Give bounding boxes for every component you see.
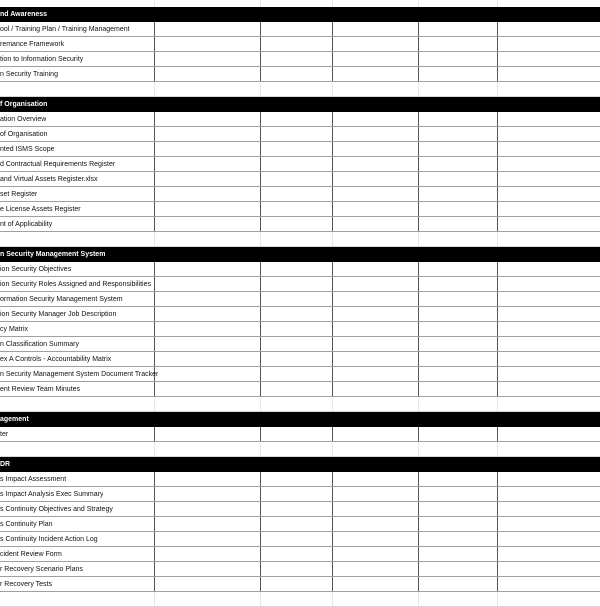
cell[interactable]	[333, 262, 419, 276]
document-name: ion Security Roles Assigned and Responsibilities	[0, 281, 151, 288]
document-name: ter	[0, 431, 9, 438]
cell[interactable]	[261, 322, 333, 336]
cell[interactable]	[155, 187, 261, 201]
cell[interactable]	[261, 112, 333, 126]
table-row[interactable]	[0, 37, 600, 52]
document-name: r Recovery Scenario Plans	[0, 566, 83, 573]
document-name: d Contractual Requirements Register	[0, 161, 116, 168]
table-row[interactable]	[0, 547, 600, 562]
cell[interactable]	[419, 367, 498, 381]
cell[interactable]	[261, 547, 333, 561]
cell[interactable]	[155, 52, 261, 66]
document-name: ion Security Manager Job Description	[0, 311, 117, 318]
cell[interactable]	[419, 37, 498, 51]
cell[interactable]	[261, 337, 333, 351]
cell[interactable]	[419, 277, 498, 291]
document-name: s Continuity Plan	[0, 521, 53, 528]
cell[interactable]	[498, 562, 600, 576]
cell[interactable]	[419, 337, 498, 351]
table-row[interactable]	[0, 22, 600, 37]
cell[interactable]	[155, 487, 261, 501]
document-name: n Security Training	[0, 71, 58, 78]
table-row[interactable]	[0, 172, 600, 187]
cell[interactable]	[333, 217, 419, 231]
cell[interactable]	[261, 532, 333, 546]
cell[interactable]	[498, 112, 600, 126]
cell[interactable]	[419, 397, 498, 411]
cell[interactable]	[333, 127, 419, 141]
cell[interactable]	[419, 82, 498, 96]
cell[interactable]	[0, 442, 155, 456]
document-name: s Impact Assessment	[0, 476, 67, 483]
cell[interactable]	[498, 262, 600, 276]
cell[interactable]	[498, 37, 600, 51]
document-name: nted ISMS Scope	[0, 146, 55, 153]
cell[interactable]	[155, 142, 261, 156]
cell[interactable]	[0, 82, 155, 96]
table-row[interactable]	[0, 112, 600, 127]
cell[interactable]	[155, 82, 261, 96]
cell[interactable]	[155, 262, 261, 276]
table-row[interactable]	[0, 382, 600, 397]
cell[interactable]	[498, 532, 600, 546]
document-name: r Recovery Tests	[0, 581, 52, 588]
cell[interactable]	[419, 532, 498, 546]
cell[interactable]	[333, 22, 419, 36]
cell[interactable]	[261, 352, 333, 366]
cell[interactable]	[498, 172, 600, 186]
document-name: s Continuity Objectives and Strategy	[0, 506, 113, 513]
cell[interactable]	[333, 172, 419, 186]
document-name: ation Overview	[0, 116, 47, 123]
cell[interactable]	[333, 532, 419, 546]
cell[interactable]	[261, 307, 333, 321]
cell[interactable]	[498, 307, 600, 321]
cell[interactable]	[333, 562, 419, 576]
table-row[interactable]	[0, 262, 600, 277]
cell[interactable]	[155, 0, 261, 7]
cell[interactable]	[498, 472, 600, 486]
document-name: remance Framework	[0, 41, 65, 48]
cell[interactable]	[419, 202, 498, 216]
cell[interactable]	[419, 157, 498, 171]
cell[interactable]	[333, 442, 419, 456]
section-header-management[interactable]	[0, 412, 600, 427]
cell[interactable]	[498, 397, 600, 411]
cell[interactable]	[155, 112, 261, 126]
cell[interactable]	[261, 577, 333, 591]
cell[interactable]	[261, 127, 333, 141]
table-row[interactable]	[0, 52, 600, 67]
cell[interactable]	[498, 337, 600, 351]
cell[interactable]	[261, 517, 333, 531]
document-name: of Organisation	[0, 131, 48, 138]
cell[interactable]	[155, 67, 261, 81]
cell[interactable]	[333, 547, 419, 561]
cell[interactable]	[419, 562, 498, 576]
cell[interactable]	[0, 592, 155, 606]
cell[interactable]	[419, 442, 498, 456]
cell[interactable]	[333, 382, 419, 396]
cell[interactable]	[261, 187, 333, 201]
cell[interactable]	[155, 547, 261, 561]
cell[interactable]	[261, 22, 333, 36]
cell[interactable]	[155, 202, 261, 216]
cell[interactable]	[261, 142, 333, 156]
document-name: and Virtual Assets Register.xlsx	[0, 176, 98, 183]
cell[interactable]	[155, 442, 261, 456]
document-name: ent Review Team Minutes	[0, 386, 81, 393]
blank-row	[0, 397, 600, 412]
cell[interactable]	[155, 577, 261, 591]
table-row[interactable]	[0, 472, 600, 487]
cell[interactable]	[155, 37, 261, 51]
cell[interactable]	[419, 487, 498, 501]
cell[interactable]	[333, 367, 419, 381]
cell[interactable]	[155, 127, 261, 141]
cell[interactable]	[155, 397, 261, 411]
cell[interactable]	[419, 112, 498, 126]
cell[interactable]	[0, 232, 155, 246]
document-name: cy Matrix	[0, 326, 28, 333]
cell[interactable]	[498, 277, 600, 291]
cell[interactable]	[261, 82, 333, 96]
cell[interactable]	[155, 292, 261, 306]
table-row[interactable]	[0, 292, 600, 307]
cell[interactable]	[419, 52, 498, 66]
cell[interactable]	[498, 157, 600, 171]
cell[interactable]	[419, 292, 498, 306]
table-row[interactable]	[0, 517, 600, 532]
cell[interactable]	[333, 352, 419, 366]
table-row[interactable]	[0, 577, 600, 592]
cell[interactable]	[498, 592, 600, 606]
cell[interactable]	[419, 0, 498, 7]
cell[interactable]	[333, 232, 419, 246]
cell[interactable]	[498, 82, 600, 96]
cell[interactable]	[261, 0, 333, 7]
cell[interactable]	[498, 577, 600, 591]
cell[interactable]	[261, 172, 333, 186]
cell[interactable]	[419, 577, 498, 591]
cell[interactable]	[261, 52, 333, 66]
table-row[interactable]	[0, 202, 600, 217]
section-header-bcdr[interactable]	[0, 457, 600, 472]
table-row[interactable]	[0, 487, 600, 502]
cell[interactable]	[419, 172, 498, 186]
cell[interactable]	[333, 322, 419, 336]
cell[interactable]	[419, 307, 498, 321]
cell[interactable]	[155, 217, 261, 231]
table-row[interactable]	[0, 427, 600, 442]
cell[interactable]	[333, 82, 419, 96]
cell[interactable]	[261, 502, 333, 516]
cell[interactable]	[155, 277, 261, 291]
section-title: n Security Management System	[0, 251, 106, 258]
cell[interactable]	[155, 382, 261, 396]
cell[interactable]	[333, 487, 419, 501]
table-row[interactable]	[0, 277, 600, 292]
cell[interactable]	[498, 232, 600, 246]
cell[interactable]	[419, 472, 498, 486]
cell[interactable]	[0, 0, 155, 7]
cell[interactable]	[498, 202, 600, 216]
cell[interactable]	[261, 202, 333, 216]
document-name: ion Security Objectives	[0, 266, 72, 273]
cell[interactable]	[498, 127, 600, 141]
cell[interactable]	[155, 22, 261, 36]
document-name: e License Assets Register	[0, 206, 81, 213]
document-name: s Impact Analysis Exec Summary	[0, 491, 104, 498]
document-name: ex A Controls - Accountability Matrix	[0, 356, 112, 363]
cell[interactable]	[261, 262, 333, 276]
cell[interactable]	[419, 352, 498, 366]
section-header-isms[interactable]	[0, 247, 600, 262]
cell[interactable]	[498, 142, 600, 156]
document-name: tion to Information Security	[0, 56, 84, 63]
cell[interactable]	[333, 142, 419, 156]
cell[interactable]	[498, 382, 600, 396]
table-row[interactable]	[0, 142, 600, 157]
cell[interactable]	[155, 532, 261, 546]
cell[interactable]	[498, 352, 600, 366]
cell[interactable]	[333, 187, 419, 201]
cell[interactable]	[498, 217, 600, 231]
cell[interactable]	[498, 547, 600, 561]
table-row[interactable]	[0, 127, 600, 142]
section-header-awareness[interactable]	[0, 7, 600, 22]
cell[interactable]	[333, 502, 419, 516]
cell[interactable]	[419, 592, 498, 606]
table-row[interactable]	[0, 322, 600, 337]
table-row[interactable]	[0, 67, 600, 82]
cell[interactable]	[419, 232, 498, 246]
cell[interactable]	[261, 367, 333, 381]
blank-row	[0, 232, 600, 247]
cell[interactable]	[333, 157, 419, 171]
cell[interactable]	[333, 472, 419, 486]
cell[interactable]	[419, 502, 498, 516]
cell[interactable]	[498, 187, 600, 201]
document-name: set Register	[0, 191, 38, 198]
cell[interactable]	[498, 22, 600, 36]
cell[interactable]	[261, 562, 333, 576]
cell[interactable]	[498, 52, 600, 66]
cell[interactable]	[261, 472, 333, 486]
cell[interactable]	[261, 487, 333, 501]
cell[interactable]	[419, 322, 498, 336]
cell[interactable]	[155, 232, 261, 246]
cell[interactable]	[155, 307, 261, 321]
cell[interactable]	[155, 157, 261, 171]
cell[interactable]	[155, 367, 261, 381]
cell[interactable]	[333, 592, 419, 606]
section-title: DR	[0, 461, 11, 468]
document-name: nt of Applicability	[0, 221, 53, 228]
cell[interactable]	[261, 427, 333, 441]
cell[interactable]	[155, 472, 261, 486]
section-title: agement	[0, 416, 29, 423]
section-title: f Organisation	[0, 101, 48, 108]
cell[interactable]	[498, 292, 600, 306]
cell[interactable]	[261, 277, 333, 291]
cell[interactable]	[498, 427, 600, 441]
cell[interactable]	[155, 322, 261, 336]
cell[interactable]	[333, 0, 419, 7]
table-row[interactable]	[0, 217, 600, 232]
cell[interactable]	[333, 307, 419, 321]
blank-row	[0, 0, 600, 7]
section-header-organisation[interactable]	[0, 97, 600, 112]
cell[interactable]	[261, 397, 333, 411]
cell[interactable]	[155, 517, 261, 531]
cell[interactable]	[498, 502, 600, 516]
cell[interactable]	[419, 262, 498, 276]
table-row[interactable]	[0, 532, 600, 547]
cell[interactable]	[333, 517, 419, 531]
blank-row	[0, 82, 600, 97]
cell[interactable]	[419, 427, 498, 441]
document-name: ormation Security Management System	[0, 296, 123, 303]
cell[interactable]	[419, 217, 498, 231]
table-row[interactable]	[0, 337, 600, 352]
cell[interactable]	[419, 187, 498, 201]
cell[interactable]	[333, 37, 419, 51]
cell[interactable]	[261, 292, 333, 306]
document-name: n Security Management System Document Tracker	[0, 371, 159, 378]
cell[interactable]	[419, 382, 498, 396]
cell[interactable]	[419, 142, 498, 156]
cell[interactable]	[498, 367, 600, 381]
table-row[interactable]	[0, 562, 600, 577]
cell[interactable]	[155, 352, 261, 366]
table-row[interactable]	[0, 307, 600, 322]
cell[interactable]	[261, 217, 333, 231]
cell[interactable]	[498, 517, 600, 531]
cell[interactable]	[0, 397, 155, 411]
cell[interactable]	[155, 592, 261, 606]
cell[interactable]	[419, 127, 498, 141]
cell[interactable]	[333, 202, 419, 216]
table-row[interactable]	[0, 157, 600, 172]
table-row[interactable]	[0, 352, 600, 367]
table-row[interactable]	[0, 367, 600, 382]
cell[interactable]	[155, 562, 261, 576]
cell[interactable]	[419, 517, 498, 531]
cell[interactable]	[419, 22, 498, 36]
cell[interactable]	[333, 112, 419, 126]
cell[interactable]	[261, 232, 333, 246]
blank-row	[0, 442, 600, 457]
table-row[interactable]	[0, 187, 600, 202]
cell[interactable]	[333, 427, 419, 441]
cell[interactable]	[155, 172, 261, 186]
cell[interactable]	[498, 0, 600, 7]
cell[interactable]	[155, 337, 261, 351]
cell[interactable]	[419, 67, 498, 81]
cell[interactable]	[333, 337, 419, 351]
cell[interactable]	[333, 277, 419, 291]
cell[interactable]	[419, 547, 498, 561]
cell[interactable]	[498, 487, 600, 501]
cell[interactable]	[498, 442, 600, 456]
cell[interactable]	[155, 427, 261, 441]
cell[interactable]	[261, 67, 333, 81]
document-name: ool / Training Plan / Training Management	[0, 26, 130, 33]
cell[interactable]	[498, 322, 600, 336]
document-name: cident Review Form	[0, 551, 62, 558]
cell[interactable]	[333, 52, 419, 66]
cell[interactable]	[333, 397, 419, 411]
cell[interactable]	[261, 37, 333, 51]
cell[interactable]	[261, 382, 333, 396]
cell[interactable]	[333, 67, 419, 81]
cell[interactable]	[333, 292, 419, 306]
cell[interactable]	[155, 502, 261, 516]
cell[interactable]	[333, 577, 419, 591]
document-name: n Classification Summary	[0, 341, 79, 348]
cell[interactable]	[261, 592, 333, 606]
table-row[interactable]	[0, 502, 600, 517]
section-title: nd Awareness	[0, 11, 48, 18]
document-name: s Continuity Incident Action Log	[0, 536, 98, 543]
cell[interactable]	[261, 442, 333, 456]
cell[interactable]	[261, 157, 333, 171]
cell[interactable]	[498, 67, 600, 81]
